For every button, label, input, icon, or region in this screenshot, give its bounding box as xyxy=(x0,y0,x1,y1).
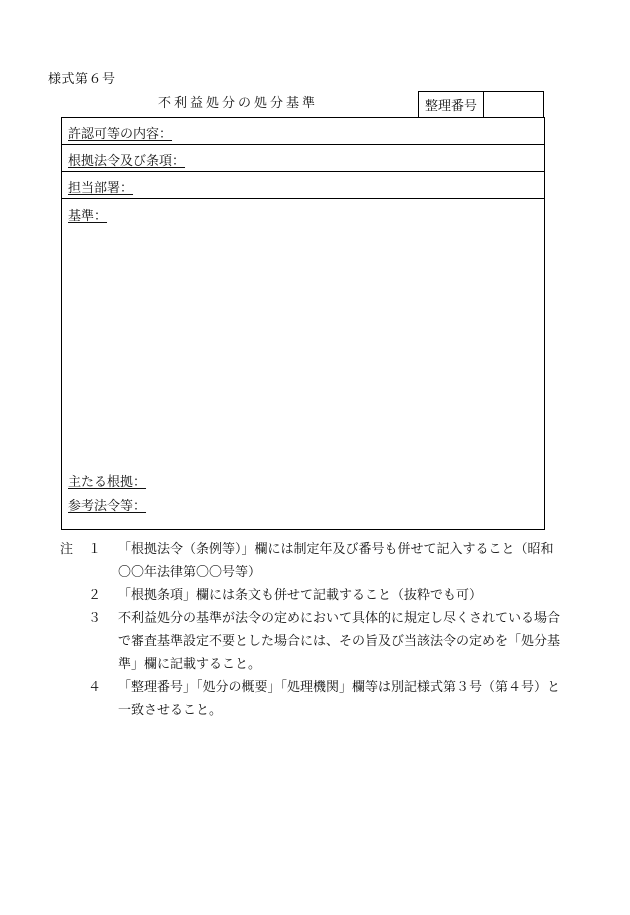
reference-law-line xyxy=(62,495,544,515)
note-text: 不利益処分の基準が法令の定めにおいて具体的に規定し尽くされている場合で審査基準設定不要とした場合には、その旨及び当該法令の定めを「処分基準」欄に記載すること。 xyxy=(118,611,561,672)
note-item xyxy=(60,538,560,584)
basis-law-row xyxy=(62,145,544,172)
criteria-section xyxy=(62,199,544,529)
main-basis-label: 主たる根拠： xyxy=(68,475,147,490)
note-item xyxy=(60,607,560,676)
note-text: 「整理番号」「処分の概要」「処理機関」欄等は別記様式第３号（第４号）と一致させること。 xyxy=(118,680,561,718)
notes-section xyxy=(60,538,560,722)
form-number-label: 様式第６号 xyxy=(48,72,116,87)
department-label: 担当部署： xyxy=(68,181,134,196)
note-number: １ xyxy=(88,542,102,557)
reference-number-box xyxy=(418,91,544,117)
permit-content-label: 許認可等の内容： xyxy=(68,127,173,142)
basis-law-label: 根拠法令及び条項： xyxy=(68,154,186,169)
reference-number-value[interactable] xyxy=(484,92,543,117)
note-item xyxy=(60,676,560,722)
note-item xyxy=(60,584,560,607)
reference-number-label: 整理番号 xyxy=(419,92,484,117)
note-number: ４ xyxy=(88,680,102,695)
permit-content-row xyxy=(62,118,544,145)
note-number: ２ xyxy=(88,588,102,603)
note-text: 「根拠法令（条例等）」欄には制定年及び番号も併せて記入すること（昭和〇〇年法律第〇〇号等） xyxy=(118,542,554,580)
criteria-label: 基準： xyxy=(68,209,108,224)
notes-prefix: 注 xyxy=(60,542,74,557)
department-row xyxy=(62,172,544,199)
main-basis-line xyxy=(62,471,544,491)
note-number: ３ xyxy=(88,611,102,626)
form-title: 不利益処分の処分基準 xyxy=(158,96,319,111)
note-text: 「根拠条項」欄には条文も併せて記載すること（抜粋でも可） xyxy=(118,588,483,603)
criteria-form-table xyxy=(61,117,545,530)
reference-law-label: 参考法令等： xyxy=(68,499,147,514)
